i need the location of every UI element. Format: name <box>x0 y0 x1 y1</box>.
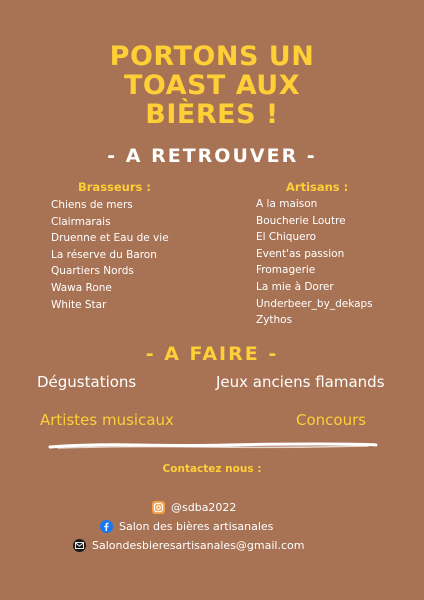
list-item: La mie à Dorer <box>256 280 334 293</box>
title-line-2: TOAST AUX <box>123 70 301 101</box>
activity-degustations: Dégustations <box>37 373 137 391</box>
brasseurs-list <box>51 197 169 313</box>
list-item: Event'as passion <box>256 247 345 260</box>
list-item: Boucherie Loutre <box>256 214 346 227</box>
title-line-3: BIÈRES ! <box>145 99 279 130</box>
facebook-name: Salon des bières artisanales <box>119 520 274 533</box>
mail-icon <box>73 539 86 552</box>
activity-jeux: Jeux anciens flamands <box>216 373 385 391</box>
email-address: Salondesbieresartisanales@gmail.com <box>92 539 305 552</box>
facebook-row[interactable] <box>100 520 273 533</box>
list-item: La réserve du Baron <box>51 248 157 261</box>
list-item: Wawa Rone <box>51 281 112 294</box>
list-item: El Chiquero <box>256 231 317 244</box>
contact-heading: Contactez nous : <box>162 463 262 475</box>
list-item: Druenne et Eau de vie <box>51 232 169 245</box>
instagram-row[interactable] <box>152 501 236 514</box>
title-line-1: PORTONS UN <box>109 41 315 72</box>
list-item: Zythos <box>256 314 293 327</box>
activity-artistes: Artistes musicaux <box>40 411 174 429</box>
instagram-handle: @sdba2022 <box>171 501 237 514</box>
list-item: Clairmarais <box>51 215 111 228</box>
brush-divider <box>48 441 378 451</box>
page-title <box>0 42 424 129</box>
list-item: Quartiers Nords <box>51 265 134 278</box>
artisans-list <box>256 196 373 329</box>
list-item: Fromagerie <box>256 264 316 277</box>
list-item: White Star <box>51 298 107 311</box>
instagram-icon <box>152 501 165 514</box>
brasseurs-heading: Brasseurs : <box>78 180 151 194</box>
list-item: Underbeer_by_dekaps <box>256 297 373 310</box>
list-item: A la maison <box>256 198 318 210</box>
artisans-heading: Artisans : <box>286 180 349 194</box>
list-item: Chiens de mers <box>51 199 133 211</box>
section-heading-retrouver: - A RETROUVER - <box>107 145 317 167</box>
activity-concours: Concours <box>296 411 367 429</box>
section-heading-faire: - A FAIRE - <box>145 343 279 365</box>
email-row[interactable] <box>73 539 304 552</box>
facebook-icon <box>100 520 113 533</box>
